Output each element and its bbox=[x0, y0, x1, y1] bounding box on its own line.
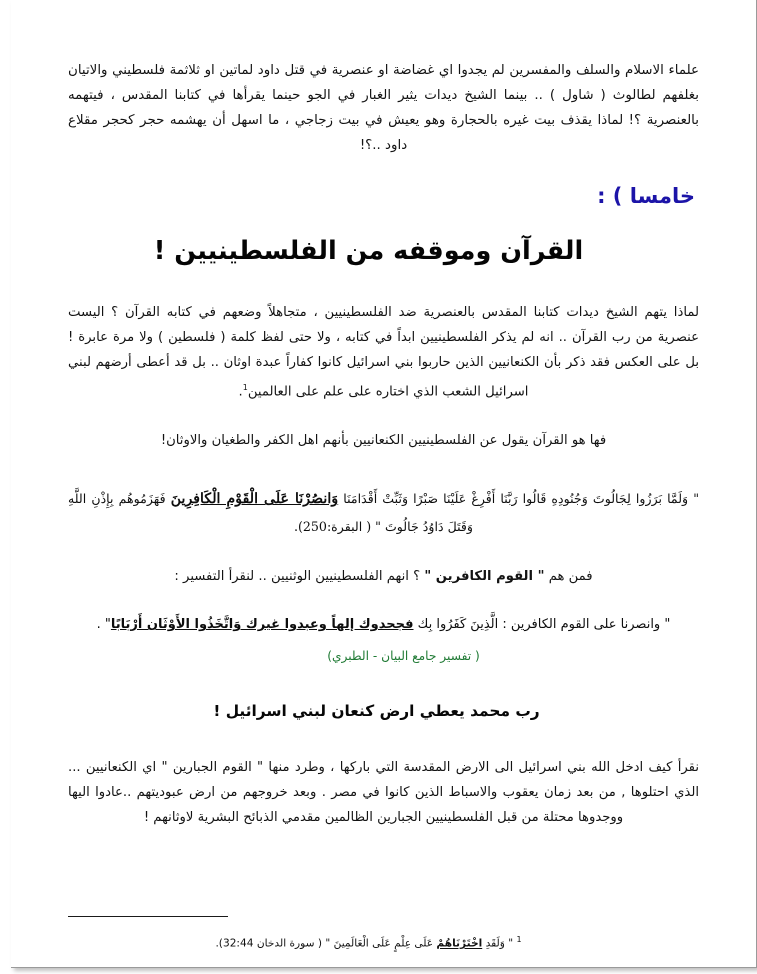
footnote-reference-marker: 1 bbox=[242, 383, 248, 392]
footnote-separator-rule bbox=[68, 916, 228, 917]
footnote-after: عَلَى عِلْمٍ عَلَى الْعَالَمِينَ " ( سورة الدخان 32:44). bbox=[215, 938, 437, 950]
quran-verse-quote bbox=[68, 485, 699, 540]
page-content bbox=[11, 0, 756, 967]
body-paragraph-2: فها هو القرآن يقول عن الفلسطينيين الكنعانيين بأنهم اهل الكفر والطغيان والاوثان! bbox=[160, 433, 607, 449]
closing-paragraph: نقرأ كيف ادخل الله بني اسرائيل الى الارض المقدسة التي باركها ، وطرد منها " القوم الجبارين " اي الكنعانيين ... الذي احتلوها , من بعد زمان يعقوب والاسباط الذين كانوا في مصر . وبعد خروجهم من ارض عبوديتهم ..عادوا اليها ووجدوها محتلة من قبل الفلسطينيين الجبارين الظالمين مقدمي الذبائح البشرية لاوثانهم ! bbox=[68, 760, 699, 826]
spacer bbox=[68, 158, 699, 182]
verse-text-before: وَلَمَّا بَرَزُوا لِجَالُوتَ وَجُنُودِهِ قَالُوا رَبَّنَا أَفْرِغْ عَلَيْنَا صَبْرًا وَثَبِّتْ أَقْدَامَنَا bbox=[338, 491, 694, 507]
tafsir-after: " . bbox=[96, 617, 111, 633]
verse-open-quote: " bbox=[693, 491, 699, 507]
footnote-before: " وَلَقَدِ bbox=[482, 938, 517, 950]
spacer bbox=[68, 268, 699, 300]
question-emphasis: " القوم الكافرين " bbox=[424, 569, 545, 585]
spacer bbox=[68, 589, 699, 613]
tafsir-before: " وانصرنا على القوم الكافرين : الَّذِينَ كَفَرُوا بِك bbox=[413, 617, 671, 633]
tafsir-source-citation: ( تفسير جامع البيان - الطبري) bbox=[327, 649, 480, 664]
verse-emphasis: وَانصُرْنَا عَلَى الْقَوْمِ الْكَافِرِينَ bbox=[170, 491, 339, 508]
intro-paragraph: علماء الاسلام والسلف والمفسرين لم يجدوا اي غضاضة او عنصرية في قتل داود لماتين او ثلاثمة فلسطيني والاتيان بغلفهم لطالوث ( شاول ) .. بينما الشيخ ديدات يثير الغبار في الجو حينما يقرأها في كتابنا المقدس ، فيتهمه بالعنصرية ؟! لماذا يقذف بيت غيره بالحجارة وهو يعيش في بيت زجاجي ، ما اسهل أن يهشمه حجر كحجر مقلاع داود ..؟! bbox=[68, 63, 699, 153]
spacer bbox=[68, 667, 699, 699]
spacer bbox=[68, 210, 699, 234]
sub-heading: رب محمد يعطي ارض كنعان لبني اسرائيل ! bbox=[213, 702, 540, 721]
tafsir-quote bbox=[68, 613, 699, 637]
spacer bbox=[68, 723, 699, 755]
question-line bbox=[68, 564, 699, 589]
page-title: القرآن وموقفه من الفلسطينيين ! bbox=[153, 236, 584, 266]
question-before: فمن هم bbox=[544, 569, 593, 585]
body-paragraph-1-text: لماذا يتهم الشيخ ديدات كتابنا المقدس بالعنصرية ضد الفلسطينيين ، متجاهلاً وضعهم في كتابه القرآن ؟ اليست عنصرية من رب القرآن .. انه لم يذكر الفلسطينيين ابداً في كتابه ، ولا حتى لفظ كلمة ( فلسطين ) ولا مرة عابرة ! بل على العكس فقد ذكر بأن الكنعانيين الذين حاربوا بني اسرائيل كانوا كفاراً عبدة اوثان .. بل قد أعطى أرضهم لبني اسرائيل الشعب الذي اختاره على علم على العالمين bbox=[68, 305, 699, 400]
footnote-emphasis: اخْتَرْنَاهُمْ bbox=[436, 938, 483, 950]
question-after: ؟ انهم الفلسطينيين الوثنيين .. لنقرأ التفسير : bbox=[174, 569, 425, 585]
body-paragraph-1 bbox=[68, 300, 699, 404]
spacer bbox=[68, 404, 699, 428]
spacer bbox=[68, 540, 699, 564]
footnote-area bbox=[68, 916, 699, 953]
body-paragraph-1-tail: . bbox=[238, 384, 243, 400]
verse-text-after: فَهَزَمُوهُم بِإِذْنِ اللَّهِ وَقَتَلَ دَاوُدُ جَالُوتَ " ( البقرة:250). bbox=[68, 491, 474, 535]
tafsir-emphasis: فجحدوك إلهاً وعبدوا غيرك وَاتَّخَذُوا الأَوْثَان أَرْبَابًا bbox=[110, 617, 414, 633]
document-page bbox=[11, 0, 757, 968]
spacer bbox=[68, 637, 699, 645]
footnote-marker: 1 bbox=[516, 935, 522, 945]
spacer bbox=[68, 453, 699, 485]
section-label-fifth: خامسا ) : bbox=[597, 184, 695, 208]
footnote-entry bbox=[68, 927, 699, 953]
